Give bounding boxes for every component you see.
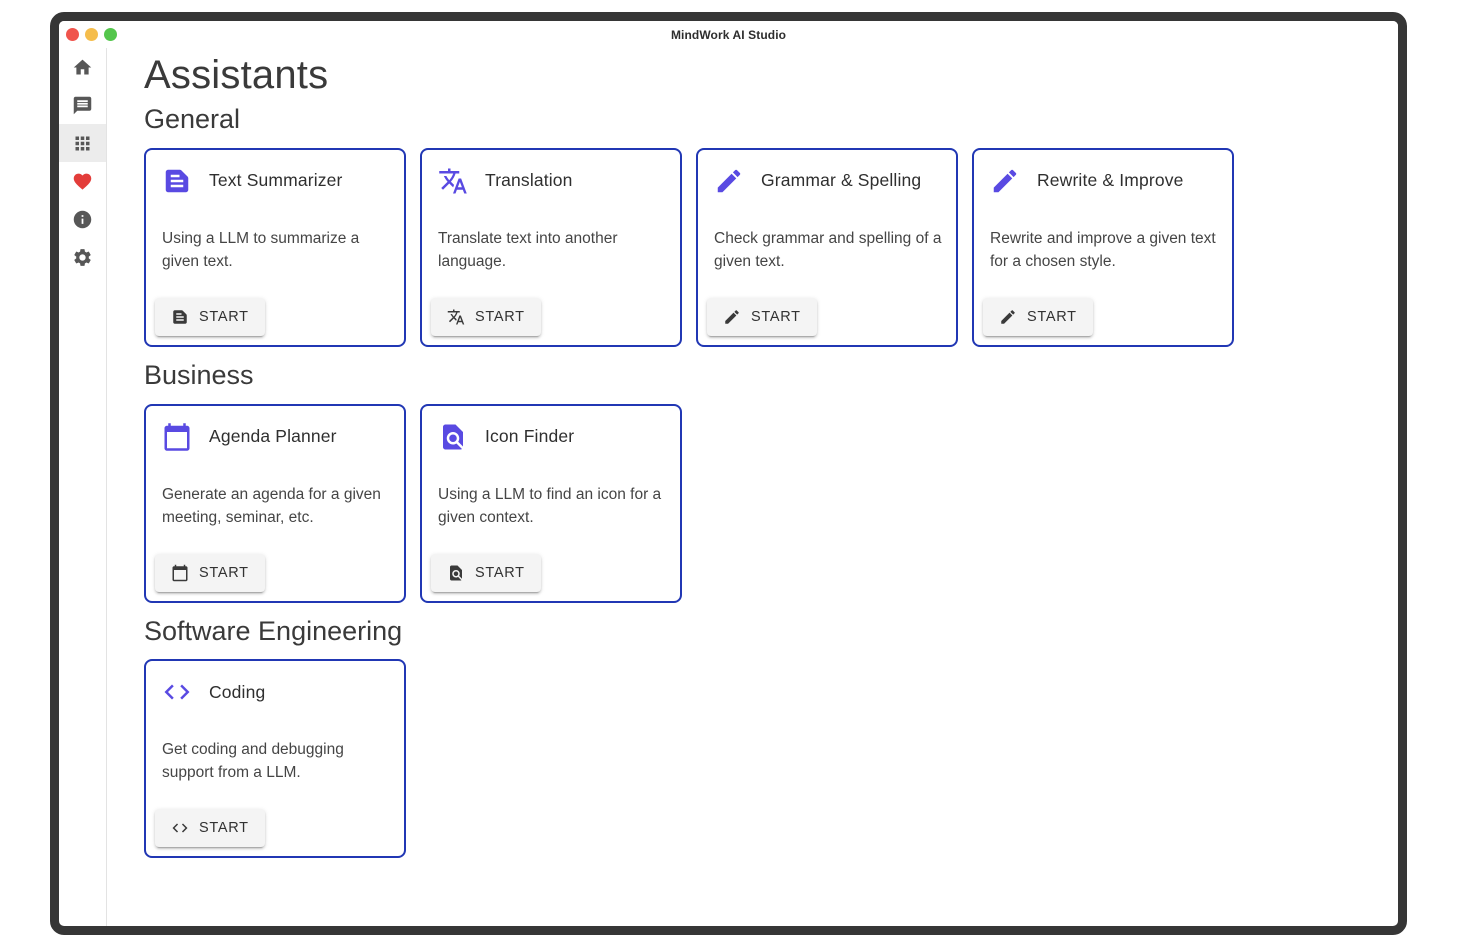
sidebar-item-apps[interactable] [59,124,106,162]
card-header [162,166,388,196]
card-title: Agenda Planner [209,426,337,447]
start-button-icon [447,308,465,326]
sidebar-item-heart[interactable] [59,162,106,200]
chat-icon [72,95,93,116]
assistant-section [144,361,1398,603]
info-icon [72,209,93,230]
home-icon [72,57,93,78]
start-button-label: START [199,820,249,837]
start-button-label: START [475,308,525,325]
card-description: Rewrite and improve a given text for a chosen style. [990,229,1216,270]
start-button-label: START [475,564,525,581]
card-title: Text Summarizer [209,170,343,191]
card-grid [144,148,1398,347]
start-button[interactable] [707,298,817,336]
card-header [438,166,664,196]
card-header [714,166,940,196]
sidebar-item-home[interactable] [59,48,106,86]
traffic-lights [66,21,117,48]
titlebar [59,21,1398,48]
text-snippet-icon [162,166,192,196]
start-button-icon [999,308,1017,326]
card-title: Translation [485,170,573,191]
app-window [50,12,1407,935]
start-button[interactable] [431,554,541,592]
card-header [162,422,388,452]
start-button[interactable] [155,809,265,847]
section-heading: General [144,104,241,135]
start-button-icon [171,308,189,326]
close-button[interactable] [66,28,79,41]
start-button-label: START [199,308,249,325]
start-button-label: START [199,564,249,581]
card-title: Coding [209,681,266,702]
card-header [438,422,664,452]
start-button-label: START [751,308,801,325]
card-description: Generate an agenda for a given meeting, seminar, etc. [162,485,381,526]
card-title: Grammar & Spelling [761,170,922,191]
start-button-label: START [1027,308,1077,325]
start-button-icon [723,308,741,326]
edit-icon [714,166,744,196]
card-header [162,677,388,707]
start-button[interactable] [155,298,265,336]
zoom-button[interactable] [104,28,117,41]
sidebar-item-settings[interactable] [59,238,106,276]
card-header [990,166,1216,196]
page-title: Assistants [144,53,329,97]
card-title: Rewrite & Improve [1037,170,1184,191]
section-heading: Business [144,359,254,390]
window-title: MindWork AI Studio [670,27,787,42]
start-button-icon [447,564,465,582]
card-description: Using a LLM to find an icon for a given context. [438,485,662,526]
card-description: Check grammar and spelling of a given text. [714,229,942,270]
assistant-card [144,659,406,858]
assistant-card [696,148,958,347]
translate-icon [438,166,468,196]
card-description: Using a LLM to summarize a given text. [162,229,360,270]
heart-icon [72,171,93,192]
start-button[interactable] [983,298,1093,336]
assistant-card [144,148,406,347]
calendar-icon [162,422,192,452]
find-icon-icon [438,422,468,452]
section-heading: Software Engineering [144,615,403,646]
sections [144,105,1398,858]
settings-gear-icon [72,247,93,268]
start-button[interactable] [431,298,541,336]
code-icon [162,677,192,707]
card-grid [144,404,1398,603]
assistant-card [420,148,682,347]
card-description: Translate text into another language. [438,229,618,270]
sidebar-item-chat[interactable] [59,86,106,124]
start-button-icon [171,819,189,837]
sidebar-item-info[interactable] [59,200,106,238]
minimize-button[interactable] [85,28,98,41]
sidebar [59,48,107,926]
assistant-section [144,617,1398,859]
start-button-icon [171,564,189,582]
card-grid [144,659,1398,858]
assistant-card [420,404,682,603]
apps-grid-icon [72,133,93,154]
start-button[interactable] [155,554,265,592]
main-content [107,48,1398,926]
card-description: Get coding and debugging support from a LLM. [162,741,344,782]
card-title: Icon Finder [485,426,575,447]
assistant-card [972,148,1234,347]
edit-icon [990,166,1020,196]
assistant-card [144,404,406,603]
assistant-section [144,105,1398,347]
